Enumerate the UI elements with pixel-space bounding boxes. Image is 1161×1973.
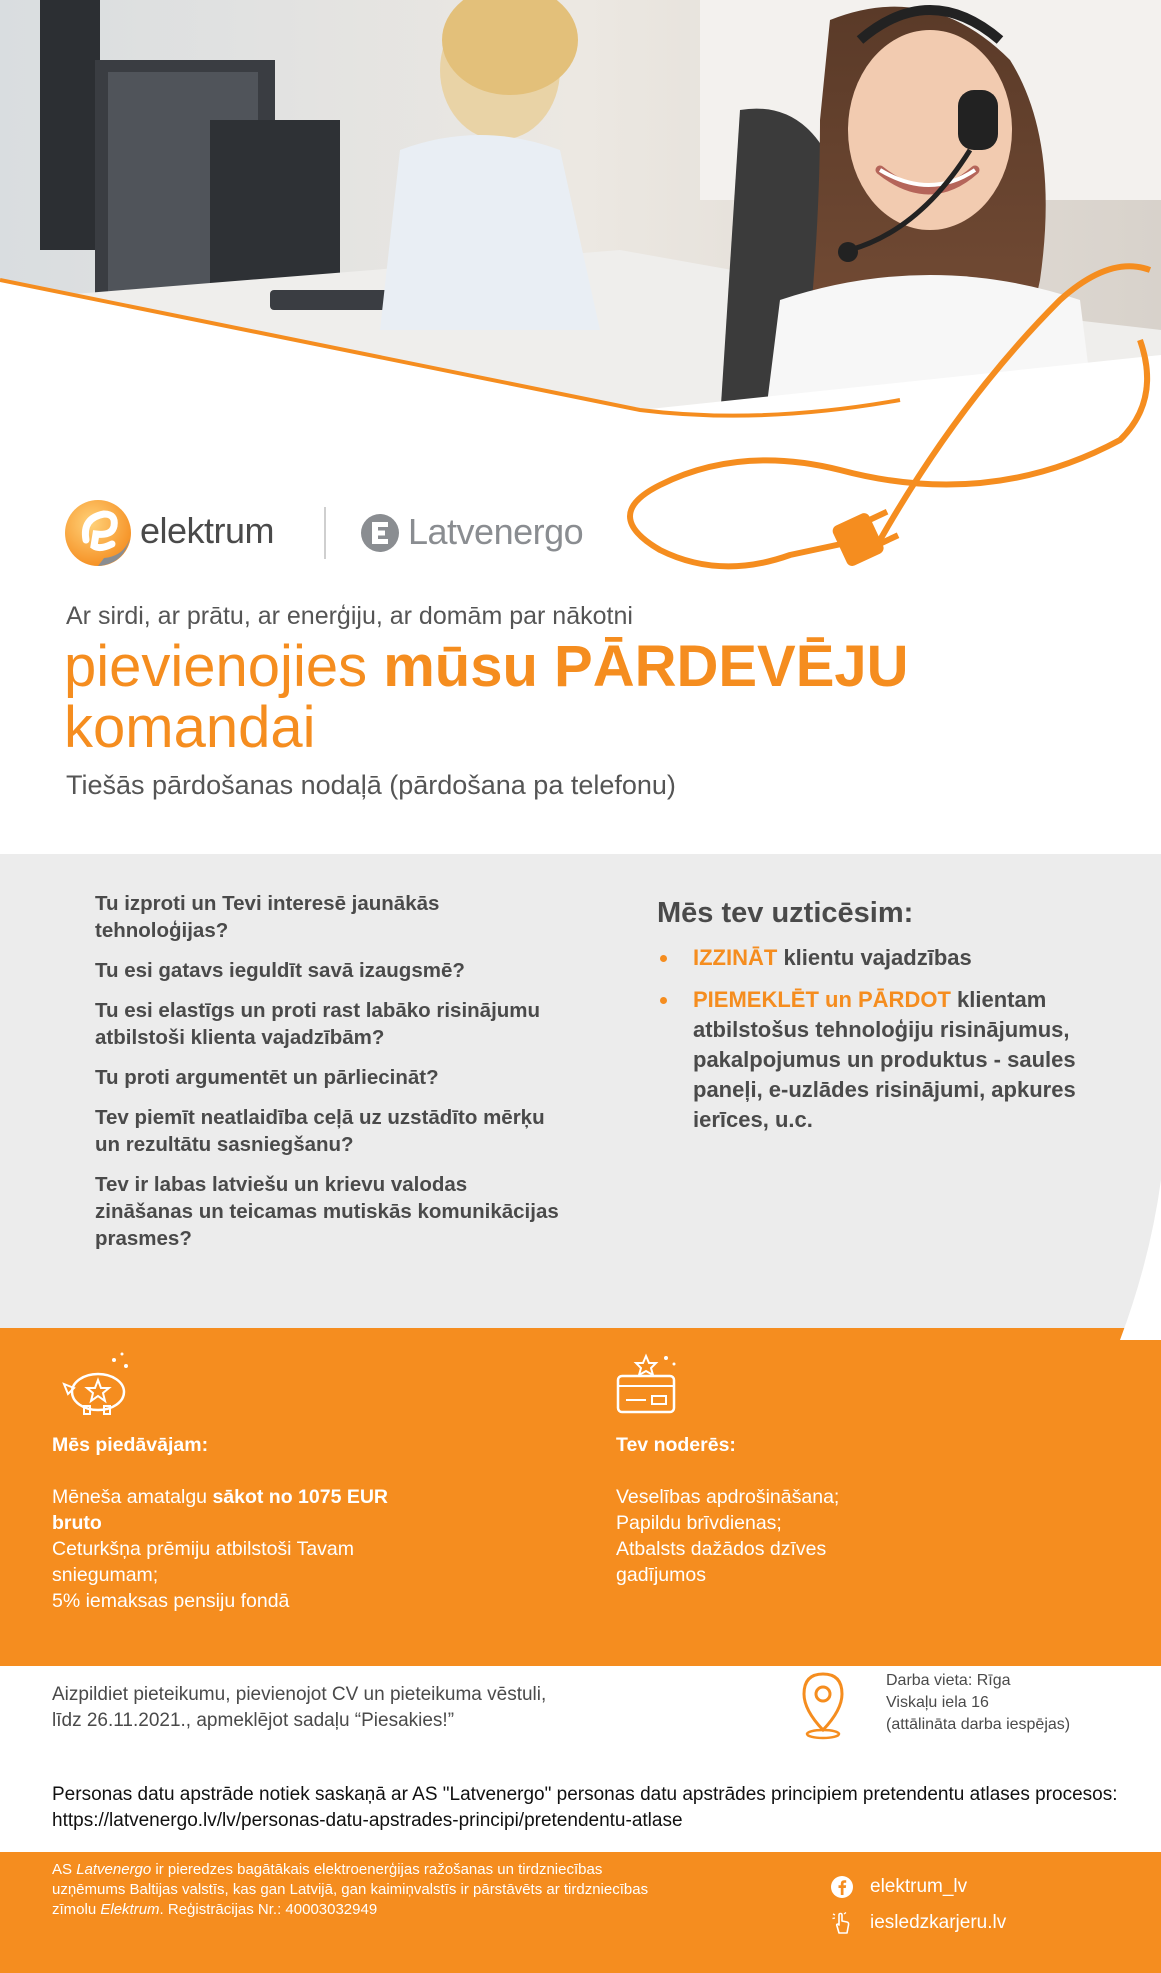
footer-text-part: Latvenergo (76, 1861, 152, 1878)
trust-item (657, 985, 1097, 1135)
question-item: Tu izproti un Tevi interesē jaunākās tehnoloģijas? (95, 892, 440, 942)
offer-list (52, 1484, 432, 1614)
apply-instructions (52, 1682, 612, 1734)
headline-part3: komandai (64, 695, 316, 760)
question-item: Tu proti argumentēt un pārliecināt? (95, 1066, 439, 1089)
trust-item-text: klientam atbilstošus tehnoloģiju risinājumus, pakalpojumus un produktus - saules paneļi, e-uzlādes risinājumi, apkures ierīces, u.c. (693, 987, 1076, 1132)
department-subline: Tiešās pārdošanas nodaļā (pārdošana pa telefonu) (66, 770, 676, 800)
perk-item: Atbalsts dažādos dzīves gadījumos (616, 1538, 827, 1586)
question-item: Tu esi elastīgs un proti rast labāko risinājumu atbilstoši klienta vajadzībām? (95, 999, 541, 1049)
tagline: Ar sirdi, ar prātu, ar enerģiju, ar domām par nākotni (66, 602, 633, 630)
trust-item-text: klientu vajadzības (777, 945, 972, 970)
perks-list (616, 1484, 906, 1588)
apply-line: Aizpildiet pieteikumu, pievienojot CV un pieteikuma vēstuli, (52, 1684, 547, 1705)
location-pin-icon (798, 1670, 848, 1740)
workplace-info (886, 1670, 1146, 1736)
offer-salary-amount: sākot no 1075 EUR bruto (52, 1486, 389, 1534)
offer-salary-prefix: Mēneša amatalgu (52, 1486, 213, 1508)
footer-text-part: ir pieredzes bagātākais elektroenerģijas ražošanas un tirdzniecības uzņēmums Baltijas valstīs, kas gan Latvijā, gan kaimiņvalstīs ir pārstāvēts ar tirdzniecības zīmolu (52, 1861, 649, 1918)
latvenergo-logo (360, 510, 600, 556)
section-curve (0, 1180, 1161, 1340)
trust-item-highlight: PIEMEKLĒT un PĀRDOT (693, 987, 951, 1012)
facebook-icon (830, 1875, 854, 1899)
perks-title: Tev noderēs: (616, 1434, 736, 1456)
elektrum-logo-mark (64, 498, 134, 568)
card-star-icon (612, 1350, 692, 1418)
bullet-icon (660, 955, 667, 962)
trust-item-highlight: IZZINĀT (693, 945, 778, 970)
perk-item: Veselības apdrošināšana; (616, 1486, 840, 1508)
footer-company-info (52, 1860, 672, 1920)
career-site-link-label: iesledzkarjeru.lv (870, 1912, 1007, 1933)
footer-text-part: Elektrum (100, 1901, 160, 1918)
pointer-hand-icon (830, 1911, 854, 1935)
apply-line: līdz 26.11.2021., apmeklējot sadaļu “Piesakies!” (52, 1710, 455, 1731)
question-item: Tev ir labas latviešu un krievu valodas zināšanas un teicamas mutiskās komunikācijas prasmes? (95, 1173, 559, 1250)
question-item: Tu esi gatavs ieguldīt savā izaugsmē? (95, 959, 465, 982)
elektrum-wordmark: elektrum (140, 510, 275, 551)
workplace-address: Viskaļu iela 16 (886, 1694, 989, 1711)
facebook-link-label: elektrum_lv (870, 1876, 968, 1897)
latvenergo-logo-mark (360, 513, 400, 553)
career-site-link[interactable] (830, 1908, 1006, 1938)
footer-text-part: AS (52, 1861, 77, 1878)
offer-salary (52, 1484, 432, 1536)
footer-text-part: . Reģistrācijas Nr.: 40003032949 (159, 1901, 378, 1918)
bullet-icon (660, 997, 667, 1004)
trust-list (657, 943, 1097, 1147)
latvenergo-wordmark: Latvenergo (408, 511, 584, 552)
trust-title: Mēs tev uzticēsim: (657, 897, 914, 929)
elektrum-logo (64, 500, 304, 566)
piggy-bank-icon (60, 1350, 140, 1418)
privacy-notice: Personas datu apstrāde notiek saskaņā ar AS "Latvenergo" personas datu apstrādes principiem pretendentu atlases procesos: https://latvenergo.lv/lv/personas-datu-apstrades-principi/pretendentu-atlase (52, 1784, 1118, 1831)
headline-part2: mūsu PĀRDEVĒJU (383, 634, 909, 699)
offer-bonus: Ceturkšņa prēmiju atbilstoši Tavam sniegumam; (52, 1538, 355, 1586)
workplace-city: Darba vieta: Rīga (886, 1672, 1011, 1689)
perk-item: Papildu brīvdienas; (616, 1512, 782, 1534)
question-item: Tev piemīt neatlaidība ceļā uz uzstādīto mērķu un rezultātu sasniegšanu? (95, 1106, 545, 1156)
headline (64, 636, 1124, 758)
logo-divider (324, 507, 326, 559)
facebook-link[interactable] (830, 1872, 967, 1902)
offer-title: Mēs piedāvājam: (52, 1434, 209, 1456)
headline-part1: pievienojies (64, 634, 384, 699)
trust-item (657, 943, 1097, 973)
workplace-remote: (attālināta darba iespējas) (886, 1716, 1071, 1733)
offer-pension: 5% iemaksas pensiju fondā (52, 1590, 290, 1612)
